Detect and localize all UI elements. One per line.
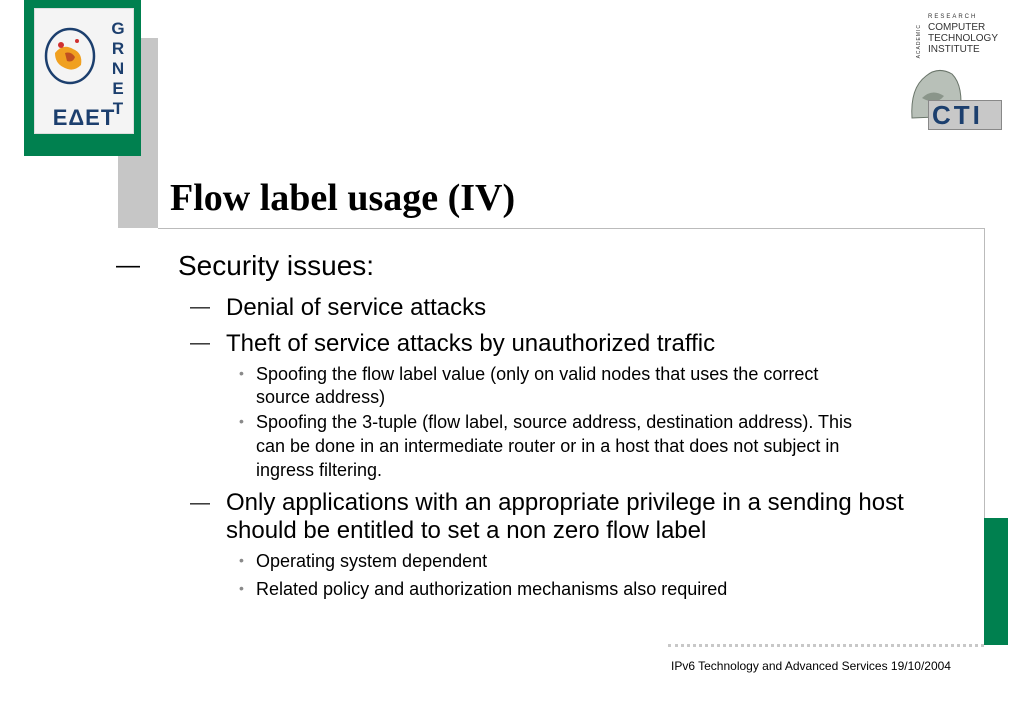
bullet-os-dependent: Operating system dependent bbox=[256, 551, 488, 571]
globe-icon bbox=[43, 23, 97, 85]
level3-marker: • bbox=[239, 580, 244, 596]
level3-marker: • bbox=[239, 552, 244, 568]
level2-marker: — bbox=[190, 296, 210, 318]
level1-marker: — bbox=[116, 252, 140, 279]
bullet-privileged-apps-line2: should be entitled to set a non zero flow label bbox=[226, 517, 707, 544]
grnet-logo bbox=[24, 0, 141, 156]
grnet-letter: T bbox=[112, 99, 124, 118]
cti-line: INSTITUTE bbox=[928, 44, 980, 55]
cti-line: TECHNOLOGY bbox=[928, 33, 999, 44]
footer-text: IPv6 Technology and Advanced Services 19/10/2004 bbox=[671, 659, 951, 673]
grnet-letter: E bbox=[112, 79, 124, 98]
bullet-spoof-3tuple-line3: ingress filtering. bbox=[256, 460, 383, 480]
bullet-denial-of-service: Denial of service attacks bbox=[226, 294, 487, 321]
bullet-spoof-flow-label-line2: source address) bbox=[256, 387, 386, 407]
grnet-letter: N bbox=[111, 59, 125, 78]
cti-name-lines bbox=[928, 22, 998, 55]
bullet-theft-of-service: Theft of service attacks by unauthorized traffic bbox=[226, 330, 716, 357]
edet-wordmark: ΕΔΕΤ bbox=[52, 105, 116, 130]
grnet-letter: G bbox=[111, 19, 125, 38]
slide-title: Flow label usage (IV) bbox=[170, 177, 516, 219]
footer-divider bbox=[668, 644, 984, 647]
bullet-spoof-flow-label-line1: Spoofing the flow label value (only on valid nodes that uses the correct bbox=[256, 364, 819, 384]
bullet-spoof-3tuple-line2: can be done in an intermediate router or in a host that does not subject in bbox=[256, 436, 840, 456]
level3-marker: • bbox=[239, 365, 244, 381]
bullet-policy-required: Related policy and authorization mechanisms also required bbox=[256, 579, 728, 599]
bullet-spoof-3tuple-line1: Spoofing the 3-tuple (flow label, source address, destination address). This bbox=[256, 412, 853, 432]
level3-marker: • bbox=[239, 413, 244, 429]
cti-line: COMPUTER bbox=[928, 22, 986, 33]
level2-marker: — bbox=[190, 492, 210, 514]
cti-research-label: RESEARCH bbox=[928, 14, 978, 20]
cti-logo bbox=[906, 14, 1006, 132]
level2-marker: — bbox=[190, 332, 210, 354]
bullet-security-issues: Security issues: bbox=[178, 250, 375, 281]
cti-academic-label: ACADEMIC bbox=[916, 24, 922, 59]
decorative-green-bar bbox=[984, 518, 1008, 645]
grnet-logo-panel bbox=[34, 8, 134, 134]
grnet-letter: R bbox=[111, 39, 125, 58]
grnet-wordmark bbox=[107, 19, 129, 119]
bullet-privileged-apps-line1: Only applications with an appropriate privilege in a sending host bbox=[226, 489, 904, 516]
cti-short-name: CTI bbox=[932, 100, 983, 130]
